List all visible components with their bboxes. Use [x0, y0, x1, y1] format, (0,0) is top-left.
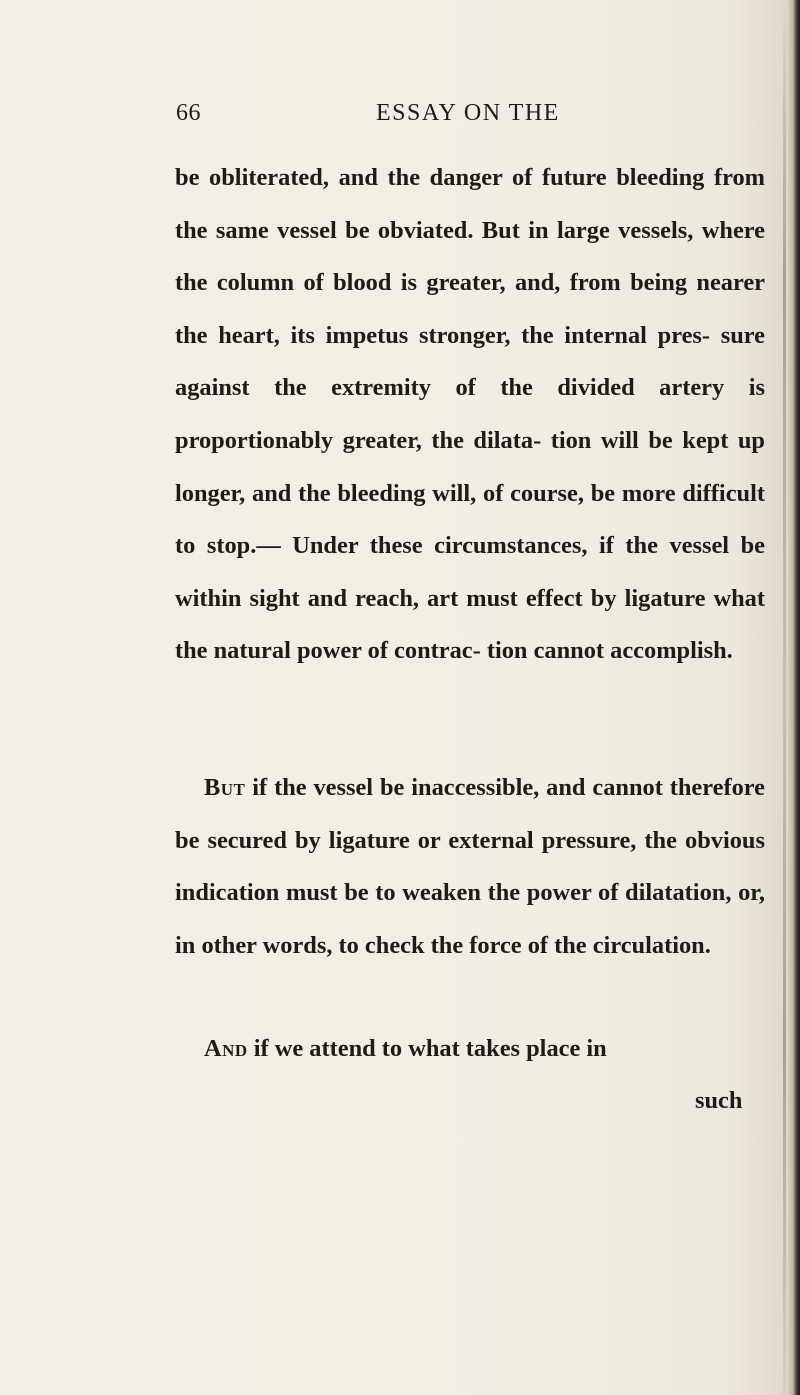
page-number: 66 [176, 100, 201, 126]
paragraph-1 [175, 152, 765, 678]
paragraph-3 [175, 1023, 765, 1076]
page-gutter-shadow [783, 0, 786, 1395]
page-edge [788, 0, 800, 1395]
paragraph-2-lead: But [204, 774, 246, 801]
paragraph-2-text: if the vessel be inaccessible, and cannot therefore be secured by ligature or external pressure, the obvious indication must be to weaken the power of dilatation, or, in other words, to check the force of the circulation. [175, 774, 765, 959]
paragraph-1-text: be obliterated, and the danger of future bleeding from the same vessel be obviated. But in large vessels, where the column of blood is greater, and, from being nearer the heart, its impetus stronger, the internal pres- sure against the extremity of the divided artery is proportionably greater, the dilata- tion will be kept up longer, and the bleeding will, of course, be more difficult to stop.— Under these circumstances, if the vessel be within sight and reach, art must effect by ligature what the natural power of contrac- tion cannot accomplish. [175, 164, 765, 665]
catchword: such [695, 1087, 743, 1114]
paragraph-2 [175, 762, 765, 972]
page-header [176, 100, 764, 140]
running-head: ESSAY ON THE [376, 100, 560, 126]
paragraph-3-text: if we attend to what takes place in [247, 1035, 607, 1062]
paragraph-3-lead: And [204, 1035, 248, 1062]
